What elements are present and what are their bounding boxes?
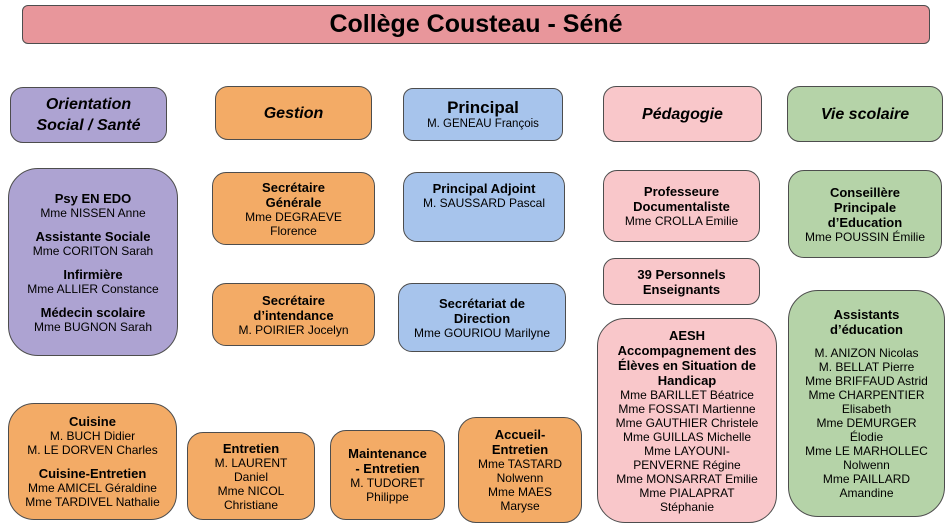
text-line: Mme BRIFFAUD Astrid <box>805 374 928 388</box>
text-line: Mme POUSSIN Émilie <box>804 229 926 244</box>
text-line: Mme MAES <box>487 485 552 499</box>
text-line: Mme FOSSATI Martienne <box>618 401 756 416</box>
text-line: Vie scolaire <box>820 105 910 123</box>
text-line: M. POIRIER Jocelyn <box>238 322 349 337</box>
text-line: Florence <box>270 223 317 238</box>
box-secretaire-intendance <box>212 283 375 346</box>
text-line: Principal Adjoint <box>432 181 536 196</box>
text-line: Orientation <box>45 96 132 113</box>
text-line: Cuisine <box>69 414 116 429</box>
text-line: Amandine <box>839 486 894 500</box>
text-line: Élodie <box>849 430 884 444</box>
text-line: Nolwenn <box>496 471 544 485</box>
text-line: Mme CORITON Sarah <box>32 243 154 258</box>
text-line: M. LAURENT <box>214 455 288 470</box>
text-line: Mme DEMURGER <box>816 416 917 430</box>
text-line: M. LE DORVEN Charles <box>27 443 158 457</box>
header-vie-scolaire <box>787 86 943 142</box>
text-line: Accompagnement des <box>617 342 757 358</box>
text-line: Cuisine-Entretien <box>38 466 147 481</box>
text-line: Mme CROLLA Emilie <box>624 214 739 228</box>
box-personnels-enseignants <box>603 258 760 305</box>
text-line: Mme NICOL <box>217 483 285 498</box>
text-line: Social / Santé <box>36 117 141 134</box>
text-line: Mme TASTARD <box>477 457 562 471</box>
text-line: Entretien <box>222 440 280 456</box>
text-line: Mme GUILLAS Michelle <box>622 429 752 444</box>
text-line: Enseignants <box>642 281 721 297</box>
box-secretariat-direction <box>398 283 566 352</box>
box-accueil-entretien <box>458 417 582 523</box>
text-line: Mme TARDIVEL Nathalie <box>25 495 160 509</box>
text-line: Philippe <box>366 490 409 504</box>
box-maintenance-entretien <box>330 430 445 520</box>
text-line: Mme AMICEL Géraldine <box>28 481 157 495</box>
text-line: Gestion <box>263 104 324 122</box>
text-line: Mme PAILLARD <box>822 472 911 486</box>
text-line: d’Education <box>827 214 903 230</box>
text-line: Mme LAYOUNI- <box>644 443 730 458</box>
text-line: Principal <box>447 98 519 117</box>
page-title: Collège Cousteau - Séné <box>329 10 623 38</box>
text-line: Stéphanie <box>659 499 715 514</box>
box-secretaire-generale <box>212 172 375 245</box>
text-line: Mme GOURIOU Marilyne <box>413 325 550 340</box>
text-line: - Entretien <box>355 461 420 476</box>
text-line: Conseillère <box>829 184 901 200</box>
text-line: d’éducation <box>830 322 903 337</box>
header-principal <box>403 88 563 141</box>
text-line: Mme NISSEN Anne <box>40 205 146 220</box>
text-line: Mme PIALAPRAT <box>639 485 735 500</box>
text-line: Mme DEGRAEVE <box>245 209 342 224</box>
text-line: Psy EN EDO <box>54 190 132 206</box>
text-line: Mme BARILLET Béatrice <box>620 387 754 402</box>
text-line: Maintenance <box>348 446 427 461</box>
box-orientation-social-sante-staff <box>8 168 178 356</box>
text-line: Secrétaire <box>262 179 325 195</box>
text-line: Direction <box>453 310 511 326</box>
header-gestion <box>215 86 372 140</box>
text-line: AESH <box>668 327 706 343</box>
text-line: Secrétaire <box>262 292 325 308</box>
box-aesh <box>597 318 777 523</box>
text-line: Générale <box>265 194 322 210</box>
text-line: Elisabeth <box>841 402 892 416</box>
text-line: M. BUCH Didier <box>49 429 136 443</box>
box-entretien <box>187 432 315 520</box>
text-line: Professeure <box>643 184 720 199</box>
text-line: Assistante Sociale <box>35 228 151 244</box>
text-line: M. GENEAU François <box>427 118 539 130</box>
text-line: Médecin scolaire <box>40 304 146 320</box>
text-line: Maryse <box>500 499 540 513</box>
school-title-banner <box>22 5 930 44</box>
box-principal-adjoint <box>403 172 565 242</box>
text-line: 39 Personnels <box>637 266 726 282</box>
text-line: Élèves en Situation de <box>618 357 756 373</box>
text-line: Nolwenn <box>843 458 890 472</box>
text-line: d’intendance <box>253 307 334 323</box>
text-line: Daniel <box>233 469 269 484</box>
header-orientation-social-sante <box>10 87 167 143</box>
box-assistants-education <box>788 290 945 517</box>
text-line: Mme LE MARHOLLEC <box>805 444 928 458</box>
text-line: M. TUDORET <box>350 476 425 490</box>
text-line: Mme GAUTHIER Christele <box>615 415 759 430</box>
text-line: M. SAUSSARD Pascal <box>422 196 546 210</box>
text-line: Mme CHARPENTIER <box>808 388 925 402</box>
text-line: Pédagogie <box>642 105 723 123</box>
text-line: Entretien <box>491 442 549 457</box>
text-line: PENVERNE Régine <box>633 457 741 472</box>
box-conseillere-principale-education <box>788 170 942 258</box>
text-line: Infirmière <box>63 266 123 282</box>
text-line: Secrétariat de <box>439 295 525 311</box>
text-line: Principale <box>833 199 897 215</box>
text-line: Mme ALLIER Constance <box>27 281 159 296</box>
header-pedagogie <box>603 86 762 142</box>
text-line: M. ANIZON Nicolas <box>814 346 919 360</box>
box-professeure-documentaliste <box>603 170 760 242</box>
text-line: Assistants <box>833 307 900 322</box>
text-line: Documentaliste <box>633 199 730 214</box>
text-line: Mme MONSARRAT Emilie <box>616 471 758 486</box>
box-cuisine <box>8 403 177 520</box>
text-line: Mme BUGNON Sarah <box>33 319 153 334</box>
text-line: M. BELLAT Pierre <box>818 360 915 374</box>
text-line: Christiane <box>223 497 279 512</box>
text-line: Accueil- <box>494 427 546 442</box>
text-line: Handicap <box>657 372 717 388</box>
